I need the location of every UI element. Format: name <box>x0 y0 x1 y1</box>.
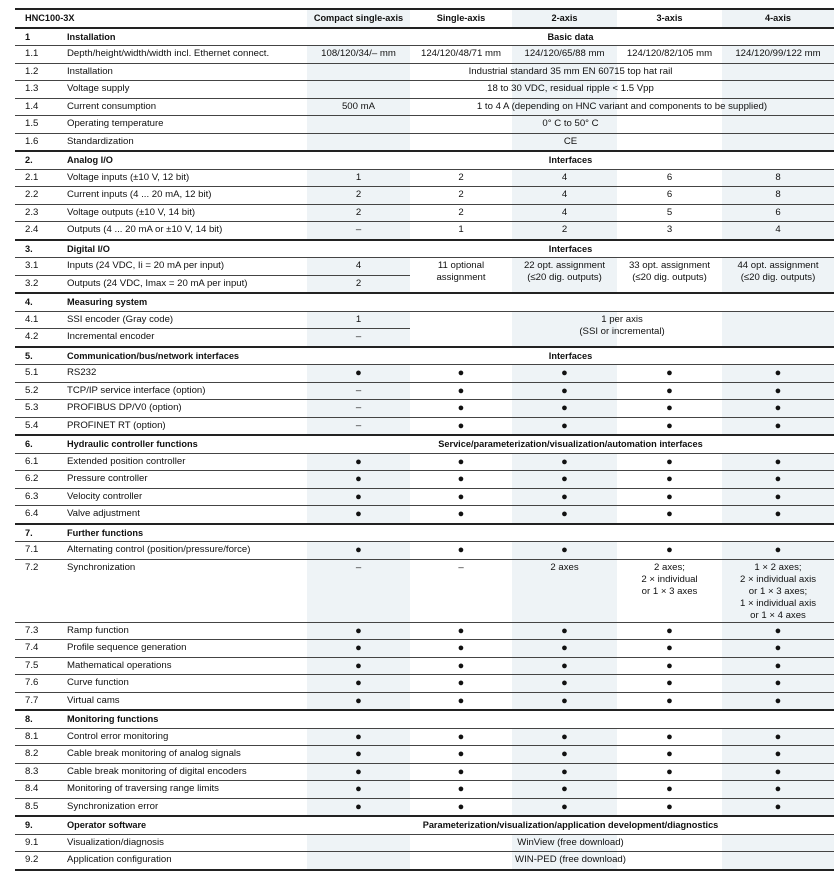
cell-value: 33 opt. assignment (≤20 dig. outputs) <box>617 258 722 294</box>
row-label: Visualization/diagnosis <box>62 834 307 852</box>
section-number: 2. <box>15 151 62 169</box>
section-group-label <box>307 524 834 542</box>
row-number: 8.3 <box>15 763 62 781</box>
cell-value: 5 <box>617 204 722 222</box>
section-group-label: Interfaces <box>307 240 834 258</box>
cell-value: 3 <box>617 222 722 240</box>
cell-value: WIN-PED (free download) <box>307 852 834 870</box>
feature-dot-icon: ● <box>307 622 410 640</box>
cell-value: – <box>410 559 512 622</box>
cell-value: 108/120/34/– mm <box>307 46 410 64</box>
feature-dot-icon: ● <box>617 746 722 764</box>
feature-dot-icon: ● <box>512 506 617 524</box>
cell-value: 18 to 30 VDC, residual ripple < 1.5 Vpp <box>307 81 834 99</box>
row-number: 6.4 <box>15 506 62 524</box>
row-label: Control error monitoring <box>62 728 307 746</box>
row-label: Extended position controller <box>62 453 307 471</box>
row-label: Installation <box>62 63 307 81</box>
section-number: 7. <box>15 524 62 542</box>
row-number: 8.5 <box>15 798 62 816</box>
cell-value: 1 per axis (SSI or incremental) <box>410 311 834 347</box>
section-number: 6. <box>15 435 62 453</box>
row-label: Voltage outputs (±10 V, 14 bit) <box>62 204 307 222</box>
row-label: Valve adjustment <box>62 506 307 524</box>
section-row <box>15 240 834 258</box>
row-number: 1.5 <box>15 116 62 134</box>
row-number: 6.1 <box>15 453 62 471</box>
row-label: Depth/height/width/width incl. Ethernet connect. <box>62 46 307 64</box>
section-title: Further functions <box>62 524 307 542</box>
feature-dot-icon: ● <box>512 746 617 764</box>
section-title: Measuring system <box>62 293 307 311</box>
feature-dot-icon: ● <box>617 728 722 746</box>
feature-dot-icon: ● <box>722 728 834 746</box>
cell-value: 1 <box>410 222 512 240</box>
feature-dot-icon: ● <box>307 640 410 658</box>
table-row <box>15 382 834 400</box>
feature-dot-icon: ● <box>512 382 617 400</box>
row-label: Voltage inputs (±10 V, 12 bit) <box>62 169 307 187</box>
section-row <box>15 293 834 311</box>
table-row <box>15 763 834 781</box>
spec-table-container <box>15 8 834 871</box>
feature-dot-icon: ● <box>722 471 834 489</box>
cell-value: 1 to 4 A (depending on HNC variant and components to be supplied) <box>410 98 834 116</box>
feature-dot-icon: ● <box>617 622 722 640</box>
section-title: Installation <box>62 28 307 46</box>
row-number: 5.3 <box>15 400 62 418</box>
feature-dot-icon: ● <box>617 692 722 710</box>
cell-value: 124/120/82/105 mm <box>617 46 722 64</box>
cell-value: WinView (free download) <box>307 834 834 852</box>
feature-dot-icon: ● <box>410 640 512 658</box>
cell-value: 2 <box>410 169 512 187</box>
section-title: Monitoring functions <box>62 710 307 728</box>
row-label: SSI encoder (Gray code) <box>62 311 307 329</box>
row-number: 9.1 <box>15 834 62 852</box>
feature-dot-icon: ● <box>410 781 512 799</box>
row-number: 7.2 <box>15 559 62 622</box>
section-group-label: Parameterization/visualization/application development/diagnostics <box>307 816 834 834</box>
cell-value: 11 optional assignment <box>410 258 512 294</box>
row-number: 1.2 <box>15 63 62 81</box>
table-row <box>15 834 834 852</box>
row-number: 2.4 <box>15 222 62 240</box>
feature-dot-icon: ● <box>512 622 617 640</box>
table-row <box>15 453 834 471</box>
feature-dot-icon: ● <box>617 453 722 471</box>
feature-dot-icon: ● <box>410 798 512 816</box>
feature-dot-icon: ● <box>410 488 512 506</box>
row-label: Application configuration <box>62 852 307 870</box>
feature-dot-icon: ● <box>617 657 722 675</box>
row-number: 3.2 <box>15 275 62 293</box>
section-group-label <box>307 710 834 728</box>
row-number: 3.1 <box>15 258 62 276</box>
feature-dot-icon: ● <box>512 453 617 471</box>
feature-dot-icon: ● <box>617 382 722 400</box>
row-number: 1.1 <box>15 46 62 64</box>
section-row <box>15 28 834 46</box>
table-row <box>15 798 834 816</box>
row-number: 7.6 <box>15 675 62 693</box>
feature-dot-icon: ● <box>512 728 617 746</box>
cell-value: 2 axes <box>512 559 617 622</box>
cell-value: 22 opt. assignment (≤20 dig. outputs) <box>512 258 617 294</box>
section-title: Hydraulic controller functions <box>62 435 307 453</box>
feature-dot-icon: ● <box>722 453 834 471</box>
table-row <box>15 622 834 640</box>
row-label: Virtual cams <box>62 692 307 710</box>
feature-dot-icon: ● <box>617 471 722 489</box>
feature-dot-icon: ● <box>722 365 834 383</box>
feature-dot-icon: ● <box>722 382 834 400</box>
feature-dot-icon: ● <box>410 728 512 746</box>
row-label: Synchronization error <box>62 798 307 816</box>
row-label: Mathematical operations <box>62 657 307 675</box>
section-title: Digital I/O <box>62 240 307 258</box>
table-row <box>15 417 834 435</box>
cell-value: 2 <box>307 187 410 205</box>
row-number: 4.2 <box>15 329 62 347</box>
feature-dot-icon: ● <box>512 471 617 489</box>
feature-dot-icon: ● <box>722 675 834 693</box>
table-row <box>15 133 834 151</box>
row-label: Curve function <box>62 675 307 693</box>
row-number: 9.2 <box>15 852 62 870</box>
cell-value: – <box>307 400 410 418</box>
feature-dot-icon: ● <box>617 400 722 418</box>
feature-dot-icon: ● <box>512 365 617 383</box>
row-number: 5.2 <box>15 382 62 400</box>
feature-dot-icon: ● <box>722 746 834 764</box>
cell-value: 6 <box>617 169 722 187</box>
feature-dot-icon: ● <box>722 400 834 418</box>
row-label: Synchronization <box>62 559 307 622</box>
row-number: 8.2 <box>15 746 62 764</box>
table-row <box>15 781 834 799</box>
cell-value: 2 <box>410 187 512 205</box>
table-row <box>15 311 834 329</box>
section-number: 4. <box>15 293 62 311</box>
table-row <box>15 488 834 506</box>
feature-dot-icon: ● <box>307 365 410 383</box>
feature-dot-icon: ● <box>617 417 722 435</box>
section-group-label: Service/parameterization/visualization/automation interfaces <box>307 435 834 453</box>
feature-dot-icon: ● <box>722 640 834 658</box>
row-label: Outputs (4 ... 20 mA or ±10 V, 14 bit) <box>62 222 307 240</box>
row-number: 1.4 <box>15 98 62 116</box>
column-header-single: Single-axis <box>410 9 512 28</box>
feature-dot-icon: ● <box>410 453 512 471</box>
table-row <box>15 258 834 276</box>
section-row <box>15 524 834 542</box>
section-row <box>15 151 834 169</box>
section-number: 8. <box>15 710 62 728</box>
feature-dot-icon: ● <box>722 417 834 435</box>
table-row <box>15 187 834 205</box>
row-label: Monitoring of traversing range limits <box>62 781 307 799</box>
feature-dot-icon: ● <box>307 657 410 675</box>
section-number: 1 <box>15 28 62 46</box>
table-row <box>15 542 834 560</box>
table-row <box>15 116 834 134</box>
row-label: Incremental encoder <box>62 329 307 347</box>
row-label: TCP/IP service interface (option) <box>62 382 307 400</box>
feature-dot-icon: ● <box>512 692 617 710</box>
table-row <box>15 365 834 383</box>
row-number: 7.4 <box>15 640 62 658</box>
table-row <box>15 471 834 489</box>
feature-dot-icon: ● <box>307 746 410 764</box>
section-group-label: Interfaces <box>307 347 834 365</box>
row-label: PROFINET RT (option) <box>62 417 307 435</box>
column-header-3-axis: 3-axis <box>617 9 722 28</box>
feature-dot-icon: ● <box>617 640 722 658</box>
feature-dot-icon: ● <box>512 657 617 675</box>
feature-dot-icon: ● <box>307 453 410 471</box>
feature-dot-icon: ● <box>722 488 834 506</box>
row-number: 1.3 <box>15 81 62 99</box>
cell-value: 0° C to 50° C <box>307 116 834 134</box>
table-row <box>15 692 834 710</box>
row-label: Standardization <box>62 133 307 151</box>
table-row <box>15 640 834 658</box>
section-title: Analog I/O <box>62 151 307 169</box>
cell-value: 44 opt. assignment (≤20 dig. outputs) <box>722 258 834 294</box>
row-label: Alternating control (position/pressure/force) <box>62 542 307 560</box>
table-row <box>15 46 834 64</box>
feature-dot-icon: ● <box>307 763 410 781</box>
feature-dot-icon: ● <box>307 488 410 506</box>
row-number: 5.4 <box>15 417 62 435</box>
feature-dot-icon: ● <box>617 365 722 383</box>
cell-value: 1 <box>307 311 410 329</box>
row-number: 2.1 <box>15 169 62 187</box>
feature-dot-icon: ● <box>410 657 512 675</box>
section-title: Operator software <box>62 816 307 834</box>
feature-dot-icon: ● <box>512 488 617 506</box>
feature-dot-icon: ● <box>722 781 834 799</box>
cell-value: 4 <box>512 169 617 187</box>
feature-dot-icon: ● <box>410 471 512 489</box>
cell-value: 8 <box>722 187 834 205</box>
cell-value: 8 <box>722 169 834 187</box>
row-label: RS232 <box>62 365 307 383</box>
feature-dot-icon: ● <box>307 781 410 799</box>
row-label: Cable break monitoring of analog signals <box>62 746 307 764</box>
row-number: 6.3 <box>15 488 62 506</box>
feature-dot-icon: ● <box>617 542 722 560</box>
table-row <box>15 657 834 675</box>
row-label: Voltage supply <box>62 81 307 99</box>
cell-value: CE <box>307 133 834 151</box>
table-row <box>15 63 834 81</box>
feature-dot-icon: ● <box>617 763 722 781</box>
table-row <box>15 506 834 524</box>
section-row <box>15 816 834 834</box>
row-number: 6.2 <box>15 471 62 489</box>
row-number: 8.1 <box>15 728 62 746</box>
cell-value: – <box>307 417 410 435</box>
cell-value: 2 axes; 2 × individual or 1 × 3 axes <box>617 559 722 622</box>
row-label: Inputs (24 VDC, Ii = 20 mA per input) <box>62 258 307 276</box>
cell-value: – <box>307 559 410 622</box>
section-group-label: Interfaces <box>307 151 834 169</box>
row-label: Cable break monitoring of digital encoders <box>62 763 307 781</box>
feature-dot-icon: ● <box>722 692 834 710</box>
row-number: 8.4 <box>15 781 62 799</box>
feature-dot-icon: ● <box>307 798 410 816</box>
column-header-compact: Compact single-axis <box>307 9 410 28</box>
cell-value: 124/120/99/122 mm <box>722 46 834 64</box>
table-row <box>15 81 834 99</box>
section-number: 9. <box>15 816 62 834</box>
row-label: Velocity controller <box>62 488 307 506</box>
row-label: Ramp function <box>62 622 307 640</box>
feature-dot-icon: ● <box>512 542 617 560</box>
section-title: Communication/bus/network interfaces <box>62 347 307 365</box>
table-row <box>15 728 834 746</box>
feature-dot-icon: ● <box>512 798 617 816</box>
row-label: Operating temperature <box>62 116 307 134</box>
table-row <box>15 746 834 764</box>
row-label: Pressure controller <box>62 471 307 489</box>
section-row <box>15 710 834 728</box>
cell-value: 2 <box>512 222 617 240</box>
row-number: 7.5 <box>15 657 62 675</box>
feature-dot-icon: ● <box>512 763 617 781</box>
feature-dot-icon: ● <box>410 365 512 383</box>
feature-dot-icon: ● <box>512 417 617 435</box>
feature-dot-icon: ● <box>722 763 834 781</box>
row-number: 7.3 <box>15 622 62 640</box>
feature-dot-icon: ● <box>722 542 834 560</box>
feature-dot-icon: ● <box>307 542 410 560</box>
cell-value: 6 <box>722 204 834 222</box>
feature-dot-icon: ● <box>307 692 410 710</box>
row-number: 2.3 <box>15 204 62 222</box>
cell-value: – <box>307 222 410 240</box>
feature-dot-icon: ● <box>410 746 512 764</box>
row-number: 1.6 <box>15 133 62 151</box>
feature-dot-icon: ● <box>617 781 722 799</box>
table-row <box>15 559 834 622</box>
row-number: 2.2 <box>15 187 62 205</box>
cell-value: Industrial standard 35 mm EN 60715 top hat rail <box>307 63 834 81</box>
table-row <box>15 852 834 870</box>
spec-table <box>15 8 834 871</box>
feature-dot-icon: ● <box>617 488 722 506</box>
row-label: Current consumption <box>62 98 307 116</box>
feature-dot-icon: ● <box>410 763 512 781</box>
cell-value: 4 <box>512 187 617 205</box>
cell-value: 6 <box>617 187 722 205</box>
feature-dot-icon: ● <box>307 675 410 693</box>
section-group-label: Basic data <box>307 28 834 46</box>
column-header-2-axis: 2-axis <box>512 9 617 28</box>
cell-value: 1 × 2 axes; 2 × individual axis or 1 × 3 axes; 1 × individual axis or 1 × 4 axes <box>722 559 834 622</box>
cell-value: 2 <box>410 204 512 222</box>
feature-dot-icon: ● <box>410 400 512 418</box>
table-row <box>15 169 834 187</box>
feature-dot-icon: ● <box>410 692 512 710</box>
cell-value: – <box>307 382 410 400</box>
section-group-label <box>307 293 834 311</box>
cell-value: 500 mA <box>307 98 410 116</box>
feature-dot-icon: ● <box>617 798 722 816</box>
feature-dot-icon: ● <box>410 542 512 560</box>
section-row <box>15 347 834 365</box>
table-row <box>15 675 834 693</box>
feature-dot-icon: ● <box>410 506 512 524</box>
table-row <box>15 204 834 222</box>
cell-value: 2 <box>307 204 410 222</box>
feature-dot-icon: ● <box>512 675 617 693</box>
row-label: Current inputs (4 ... 20 mA, 12 bit) <box>62 187 307 205</box>
cell-value: – <box>307 329 410 347</box>
cell-value: 4 <box>307 258 410 276</box>
row-number: 5.1 <box>15 365 62 383</box>
table-row <box>15 400 834 418</box>
section-number: 3. <box>15 240 62 258</box>
cell-value: 2 <box>307 275 410 293</box>
cell-value: 124/120/48/71 mm <box>410 46 512 64</box>
cell-value: 4 <box>722 222 834 240</box>
feature-dot-icon: ● <box>722 506 834 524</box>
cell-value: 4 <box>512 204 617 222</box>
cell-value: 124/120/65/88 mm <box>512 46 617 64</box>
feature-dot-icon: ● <box>617 506 722 524</box>
column-header-4-axis: 4-axis <box>722 9 834 28</box>
row-label: Profile sequence generation <box>62 640 307 658</box>
feature-dot-icon: ● <box>722 657 834 675</box>
feature-dot-icon: ● <box>617 675 722 693</box>
feature-dot-icon: ● <box>512 400 617 418</box>
row-number: 7.1 <box>15 542 62 560</box>
feature-dot-icon: ● <box>410 417 512 435</box>
row-number: 4.1 <box>15 311 62 329</box>
feature-dot-icon: ● <box>512 640 617 658</box>
feature-dot-icon: ● <box>410 622 512 640</box>
feature-dot-icon: ● <box>512 781 617 799</box>
product-name: HNC100-3X <box>15 9 307 28</box>
section-number: 5. <box>15 347 62 365</box>
section-row <box>15 435 834 453</box>
row-number: 7.7 <box>15 692 62 710</box>
feature-dot-icon: ● <box>307 506 410 524</box>
feature-dot-icon: ● <box>410 675 512 693</box>
feature-dot-icon: ● <box>307 728 410 746</box>
feature-dot-icon: ● <box>410 382 512 400</box>
row-label: PROFIBUS DP/V0 (option) <box>62 400 307 418</box>
cell-value: 1 <box>307 169 410 187</box>
feature-dot-icon: ● <box>722 622 834 640</box>
row-label: Outputs (24 VDC, Imax = 20 mA per input) <box>62 275 307 293</box>
feature-dot-icon: ● <box>307 471 410 489</box>
table-row <box>15 222 834 240</box>
header-row <box>15 9 834 28</box>
table-row <box>15 98 834 116</box>
feature-dot-icon: ● <box>722 798 834 816</box>
